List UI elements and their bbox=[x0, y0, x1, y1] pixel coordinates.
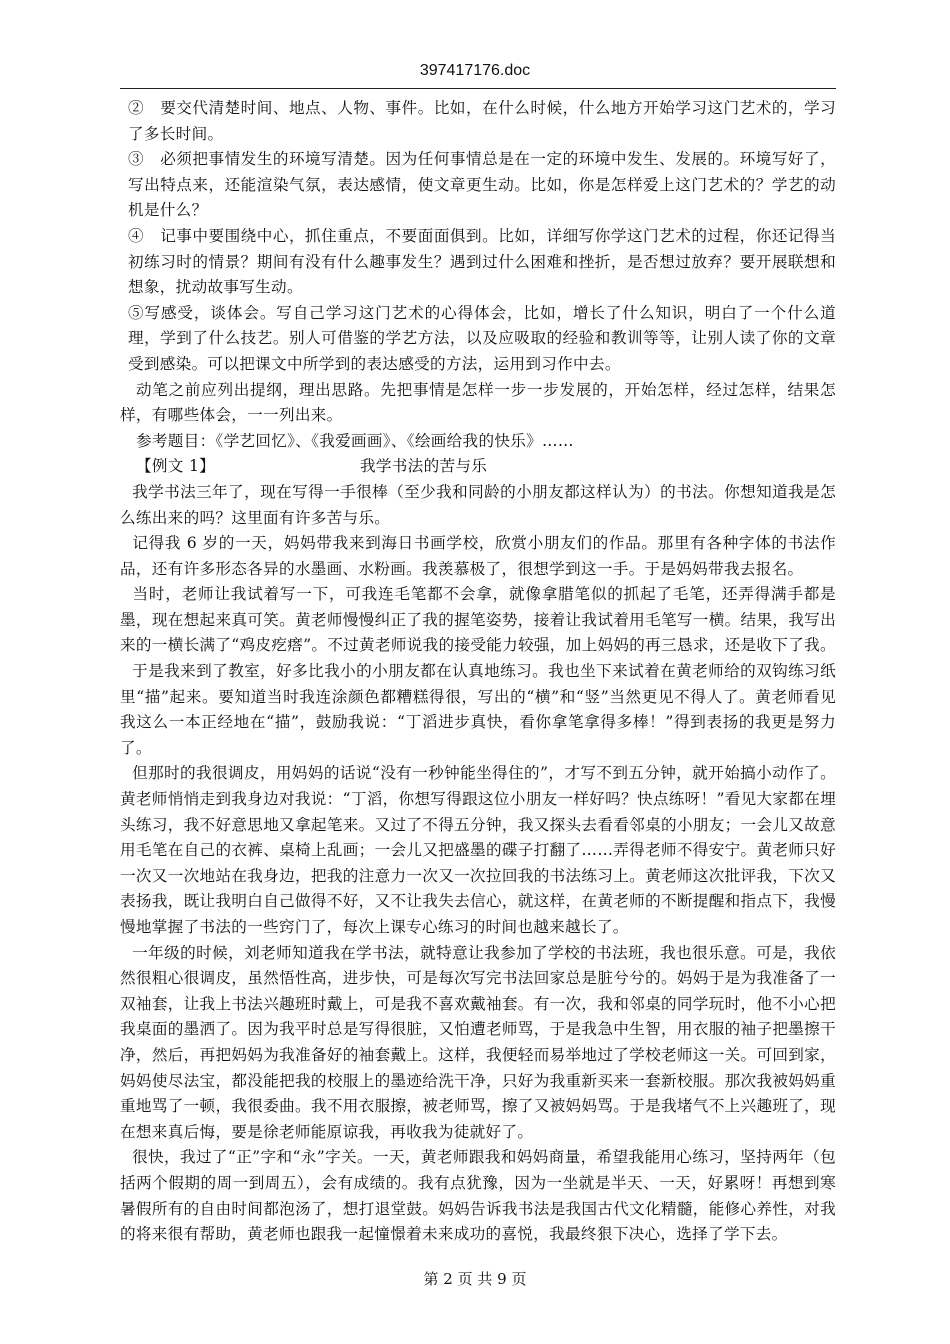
example-paragraph: 但那时的我很调皮，用妈妈的话说“没有一秒钟能坐得住的”，才写不到五分钟，就开始搞小动作了。黄老师悄悄走到我身边对我说：“丁滔，你想写得跟这位小朋友一样好吗？快点练呀！”看见大家都在埋头练习，我不好意思地又拿起笔来。又过了不得五分钟，我又探头去看看邻桌的小朋友；一会儿又故意用毛笔在自己的衣裤、桌椅上乱画；一会儿又把盛墨的碟子打翻了……弄得老师不得安宁。黄老师只好一次又一次地站在我身边，把我的注意力一次又一次拉回我的书法练习上。黄老师这次批评我，下次又表扬我，既让我明白自己做得不好，又不让我失去信心，就这样，在黄老师的不断提醒和指点下，我慢慢地掌握了书法的一些窍门了，每次上课专心练习的时间也越来越长了。 bbox=[120, 764, 836, 936]
example-paragraph: 当时，老师让我试着写一下，可我连毛笔都不会拿，就像拿腊笔似的抓起了毛笔，还弄得满手都是墨，现在想起来真可笑。黄老师慢慢纠正了我的握笔姿势，接着让我试着用毛笔写一横。结果，我写出来的一横长满了“鸡皮疙瘩”。不过黄老师说我的接受能力较强，加上妈妈的再三恳求，还是收下了我。 bbox=[120, 585, 836, 655]
guide-point-5: ⑤写感受，谈体会。写自己学习这门艺术的心得体会，比如，增长了什么知识，明白了一个什么道理，学到了什么技艺。别人可借鉴的学艺方法，以及应吸取的经验和教训等等，让别人读了你的文章受到感染。可以把课文中所学到的表达感受的方法，运用到习作中去。 bbox=[128, 303, 836, 373]
outline-advice: 动笔之前应列出提纲，理出思路。先把事情是怎样一步一步发展的，开始怎样，经过怎样，结果怎样，有哪些体会，一一列出来。 bbox=[120, 380, 836, 425]
example-paragraph: 很快，我过了“正”字和“永”字关。一天，黄老师跟我和妈妈商量，希望我能用心练习，坚持两年（包括两个假期的周一到周五），会有成绩的。我有点犹豫，因为一坐就是半天、一天，好累呀！再想到寒暑假所有的自由时间都泡汤了，想打退堂鼓。妈妈告诉我书法是我国古代文化精髓，能修心养性，对我的将来很有帮助，黄老师也跟我一起憧憬着未来成功的喜悦，我最终狠下决心，选择了学下去。 bbox=[120, 1148, 836, 1244]
guide-point-4: ④ 记事中要围绕中心，抓住重点，不要面面俱到。比如，详细写你学这门艺术的过程，你还记得当初练习时的情景？期间有没有什么趣事发生？遇到过什么困难和挫折，是否想过放弃？要开展联想和想象，扰动故事写生动。 bbox=[128, 226, 836, 297]
document-filename: 397417176.doc bbox=[419, 62, 531, 79]
example-paragraph: 我学书法三年了，现在写得一手很棒（至少我和同龄的小朋友都这样认为）的书法。你想知道我是怎么练出来的吗？这里面有许多苦与乐。 bbox=[120, 482, 836, 527]
document-body bbox=[120, 96, 836, 1248]
guide-point-3: ③ 必须把事情发生的环境写清楚。因为任何事情总是在一定的环境中发生、发展的。环境写好了，写出特点来，还能渲染气氛，表达感情，使文章更生动。比如，你是怎样爱上这门艺术的？学艺的动机是什么？ bbox=[128, 150, 836, 220]
example-heading bbox=[120, 454, 836, 480]
example-paragraph: 一年级的时候，刘老师知道我在学书法，就特意让我参加了学校的书法班，我也很乐意。可是，我依然很粗心很调皮，虽然悟性高，进步快，可是每次写完书法回家总是脏兮兮的。妈妈于是为我准备了一双袖套，让我上书法兴趣班时戴上，可是我不喜欢戴袖套。有一次，我和邻桌的同学玩时，他不小心把我桌面的墨洒了。因为我平时总是写得很脏，又怕遭老师骂，于是我急中生智，用衣服的袖子把墨擦干净，然后，再把妈妈为我准备好的袖套戴上。这样，我便轻而易举地过了学校老师这一关。可回到家，妈妈使尽法宝，都没能把我的校服上的墨迹给洗干净，只好为我重新买来一套新校服。那次我被妈妈重重地骂了一顿，我很委曲。我不用衣服擦，被老师骂，擦了又被妈妈骂。于是我堵气不上兴趣班了，现在想来真后悔，要是徐老师能原谅我，再收我为徒就好了。 bbox=[120, 943, 836, 1141]
example-tag: 【例文 1】 bbox=[136, 457, 216, 476]
header-divider bbox=[120, 88, 836, 89]
example-title: 我学书法的苦与乐 bbox=[360, 457, 488, 476]
guide-point-2: ② 要交代清楚时间、地点、人物、事件。比如，在什么时候，什么地方开始学习这门艺术的，学习了多长时间。 bbox=[128, 99, 836, 143]
reference-titles: 参考题目：《学艺回忆》、《我爱画画》、《绘画给我的快乐》…… bbox=[136, 431, 574, 450]
example-paragraph: 于是我来到了教室，好多比我小的小朋友都在认真地练习。我也坐下来试着在黄老师给的双钩练习纸里“描”起来。要知道当时我连涂颜色都糟糕得很，写出的“横”和“竖”当然更见不得人了。黄老师看见我这么一本正经地在“描”，鼓励我说：“丁滔进步真快，看你拿笔拿得多棒！”得到表扬的我更是努力了。 bbox=[120, 662, 836, 757]
page-number: 第 2 页 共 9 页 bbox=[423, 1270, 527, 1288]
example-paragraph: 记得我 6 岁的一天，妈妈带我来到海日书画学校，欣赏小朋友们的作品。那里有各种字体的书法作品，还有许多形态各异的水墨画、水粉画。我羡慕极了，很想学到这一手。于是妈妈带我去报名。 bbox=[120, 534, 836, 578]
